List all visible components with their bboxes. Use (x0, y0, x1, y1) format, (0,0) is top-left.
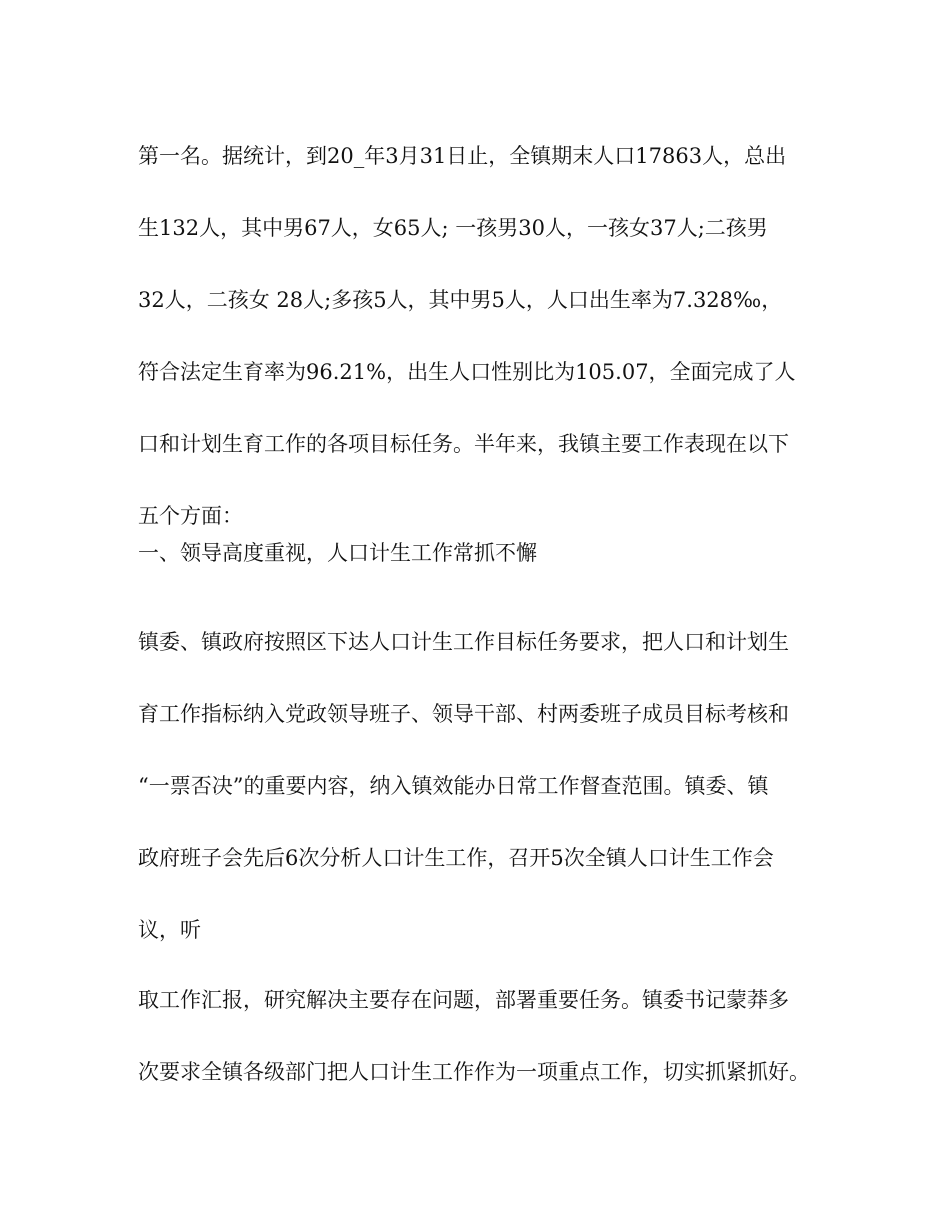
section-heading: 一、领导高度重视，人口计生工作常抓不懈 (138, 541, 537, 565)
paragraph-line: “一票否决”的重要内容，纳入镇效能办日常工作督查范围。镇委、镇 (138, 774, 769, 798)
paragraph-line: 育工作指标纳入党政领导班子、领导干部、村两委班子成员目标考核和 (138, 702, 789, 726)
paragraph-line: 取工作汇报，研究解决主要存在问题，部署重要任务。镇委书记蒙莽多 (138, 988, 789, 1012)
paragraph-line: 32人，二孩女 28人;多孩5人，其中男5人，人口出生率为7.328‰， (138, 288, 783, 312)
paragraph-line: 口和计划生育工作的各项目标任务。半年来，我镇主要工作表现在以下 (138, 432, 789, 456)
paragraph-line: 议，听 (138, 918, 201, 942)
paragraph-line: 符合法定生育率为96.21%，出生人口性别比为105.07，全面完成了人 (138, 360, 796, 384)
paragraph-line: 镇委、镇政府按照区下达人口计生工作目标任务要求，把人口和计划生 (138, 630, 789, 654)
paragraph-line: 次要求全镇各级部门把人口计生工作作为一项重点工作，切实抓紧抓好。 (138, 1060, 810, 1084)
paragraph-line: 政府班子会先后6次分析人口计生工作，召开5次全镇人口计生工作会 (138, 846, 774, 870)
paragraph-line: 第一名。据统计，到20_年3月31日止，全镇期末人口17863人，总出 (138, 144, 787, 168)
paragraph-line: 五个方面： (138, 504, 243, 528)
paragraph-line: 生132人，其中男67人，女65人; 一孩男30人，一孩女37人;二孩男 (138, 216, 768, 240)
